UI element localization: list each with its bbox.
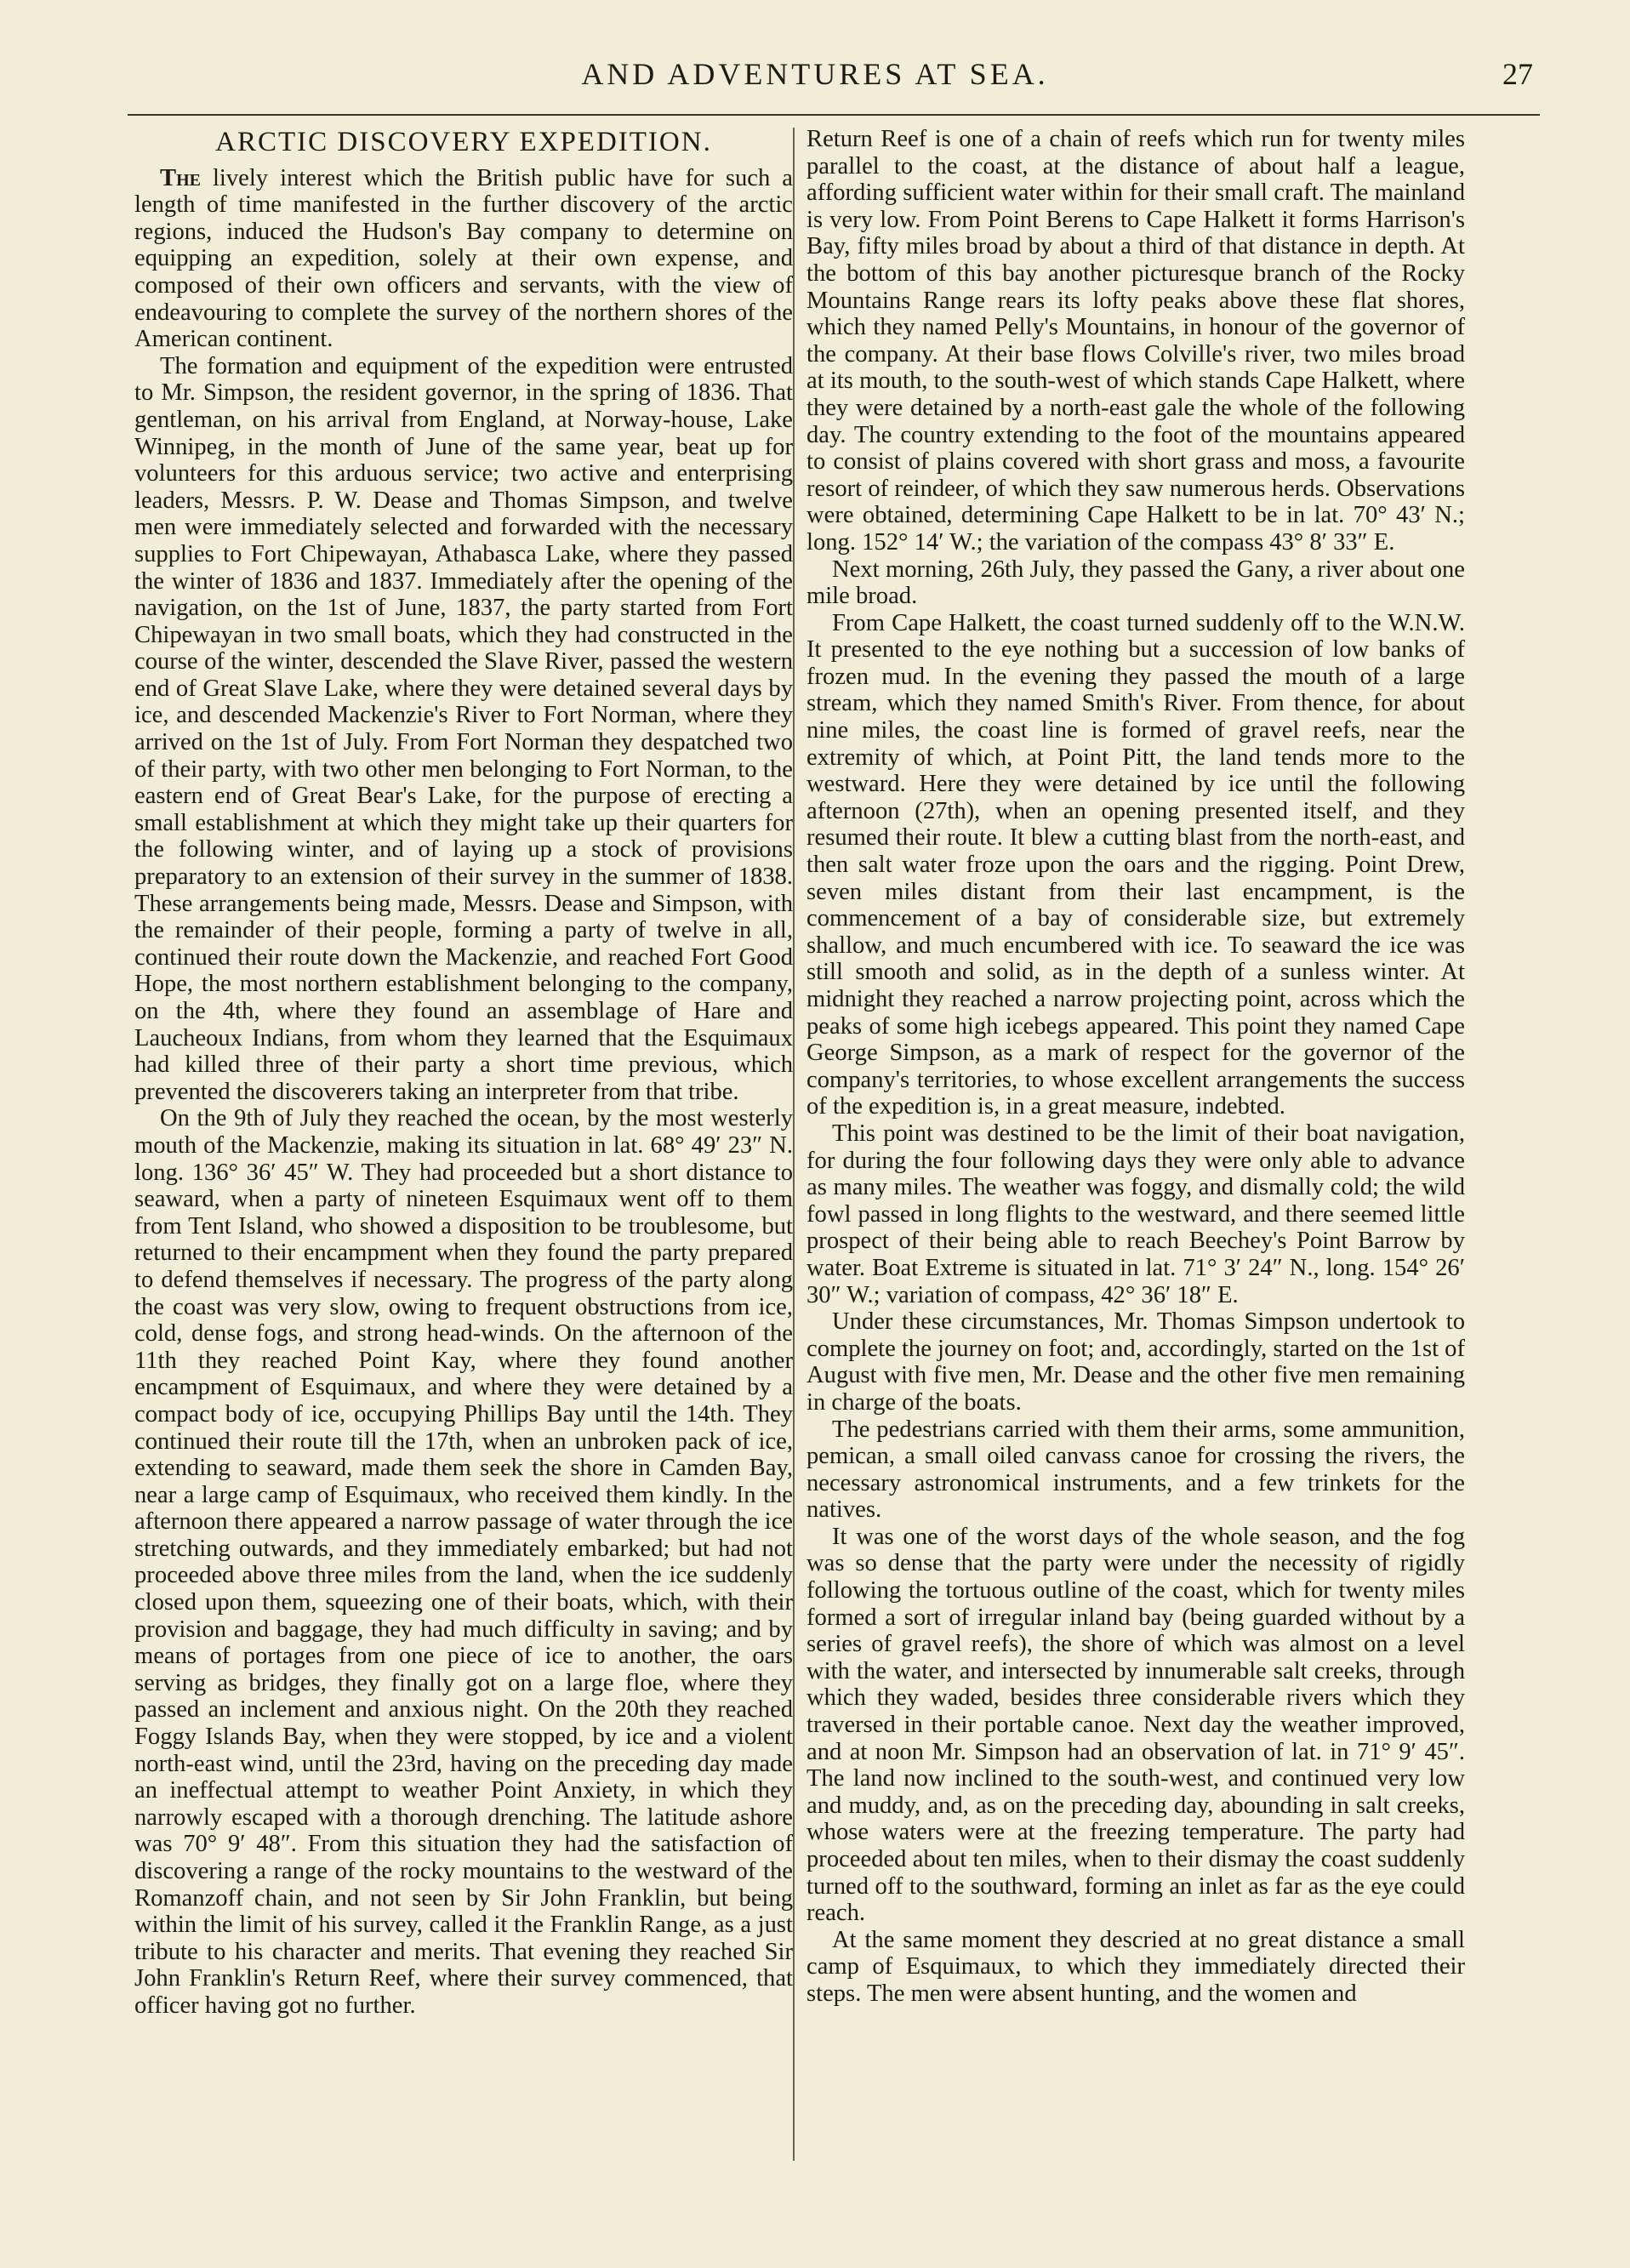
paragraph-text: lively interest which the British public have for such a length of time manifested in the further discovery of the arctic regions, induced the Hudson's Bay company to determine on equipping an expedition, solely at their own expense, and composed of their own officers and servants, with the view of endeavouring to complete the survey of the northern shores of the American continent.: [134, 164, 793, 353]
running-head: [0, 49, 1630, 100]
header-rule: [128, 114, 1540, 116]
paragraph: Return Reef is one of a chain of reefs which run for twenty miles parallel to the coast, at the distance of about half a league, affording sufficient water within for their small craft. The mainland is very low. From Point Berens to Cape Halkett it forms Harrison's Bay, fifty miles broad by about a third of that distance in depth. At the bottom of this bay another picturesque branch of the Rocky Mountains Range rears its lofty peaks above these flat shores, which they named Pelly's Mountains, in honour of the governor of the company. At their base flows Colville's river, two miles broad at its mouth, to the south-west of which stands Cape Halkett, where they were detained by a north-east gale the whole of the following day. The country extending to the foot of the mountains appeared to consist of plains covered with short grass and moss, a favourite resort of reindeer, of which they saw numerous herds. Observations were obtained, determining Cape Halkett to be in lat. 70° 43′ N.; long. 152° 14′ W.; the variation of the compass 43° 8′ 33″ E.: [806, 126, 1465, 556]
paragraph: On the 9th of July they reached the ocean, by the most westerly mouth of the Mackenzie, making its situation in lat. 68° 49′ 23″ N. long. 136° 36′ 45″ W. They had proceeded but a short distance to seaward, when a party of nineteen Esquimaux went off to them from Tent Island, who showed a disposition to be troublesome, but returned to their encampment when they found the party prepared to defend themselves if necessary. The progress of the party along the coast was very slow, owing to frequent obstructions from ice, cold, dense fogs, and strong head-winds. On the afternoon of the 11th they reached Point Kay, where they found another encampment of Esquimaux, and where they were detained by a compact body of ice, occupying Phillips Bay until the 14th. They continued their route till the 17th, when an unbroken pack of ice, extending to seaward, made them seek the shore in Camden Bay, near a large camp of Esquimaux, who received them kindly. In the afternoon there appeared a narrow passage of water through the ice stretching outwards, and they immediately embarked; but had not proceeded above three miles from the land, when the ice suddenly closed upon them, squeezing one of their boats, which, with their provision and baggage, they had much difficulty in saving; and by means of portages from one piece of ice to another, the oars serving as bridges, they finally got on a large floe, where they passed an inclement and anxious night. On the 20th they reached Foggy Islands Bay, when they were stopped, by ice and a violent north-east wind, until the 23rd, having on the preceding day made an ineffectual attempt to weather Point Anxiety, in which they narrowly escaped with a thorough drenching. The latitude ashore was 70° 9′ 48″. From this situation they had the satisfaction of discovering a range of the rocky mountains to the westward of the Romanzoff chain, and not seen by Sir John Franklin, but being within the limit of his survey, called it the Franklin Range, as a just tribute to his character and merits. That evening they reached Sir John Franklin's Return Reef, where their survey commenced, that officer having got no further.: [134, 1105, 793, 2019]
running-title: AND ADVENTURES AT SEA.: [581, 57, 1049, 91]
page-number: 27: [1502, 57, 1533, 91]
paragraph: The formation and equipment of the expedition were entrusted to Mr. Simpson, the resident governor, in the spring of 1836. That gentleman, on his arrival from England, at Norway-house, Lake Winnipeg, in the month of June of the same year, beat up for volunteers for this arduous service; two active and enterprising leaders, Messrs. P. W. Dease and Thomas Simpson, and twelve men were immediately selected and forwarded with the necessary supplies to Fort Chipewayan, Athabasca Lake, where they passed the winter of 1836 and 1837. Immediately after the opening of the navigation, on the 1st of June, 1837, the party started from Fort Chipewayan in two small boats, which they had constructed in the course of the winter, descended the Slave River, passed the western end of Great Slave Lake, where they were detained several days by ice, and descended Mackenzie's River to Fort Norman, where they arrived on the 1st of July. From Fort Norman they despatched two of their party, with two other men belonging to Fort Norman, to the eastern end of Great Bear's Lake, for the purpose of erecting a small establishment at which they might take up their quarters for the following winter, and of laying up a stock of provisions preparatory to an extension of their survey in the summer of 1838. These arrangements being made, Messrs. Dease and Simpson, with the remainder of their people, forming a party of twelve in all, continued their route down the Mackenzie, and reached Fort Good Hope, the most northern establishment belonging to the company, on the 4th, where they found an assemblage of Hare and Laucheoux Indians, from whom they learned that the Esquimaux had killed three of their party a short time previous, which prevented the discoverers taking an interpreter from that tribe.: [134, 352, 793, 1105]
paragraph: Next morning, 26th July, they passed the Gany, a river about one mile broad.: [806, 556, 1465, 610]
left-column: [134, 126, 793, 2168]
column-divider: [793, 128, 795, 2161]
right-column: [806, 126, 1465, 2168]
paragraph: It was one of the worst days of the whole season, and the fog was so dense that the party were under the necessity of rigidly following the tortuous outline of the coast, which for twenty miles formed a sort of irregular inland bay (being guarded without by a series of gravel reefs), the shore of which was almost on a level with the water, and intersected by innumerable salt creeks, through which they waded, besides three considerable rivers which they traversed in their portable canoe. Next day the weather improved, and at noon Mr. Simpson had an observation of lat. in 71° 9′ 45″. The land now inclined to the south-west, and continued very low and muddy, and, as on the preceding day, abounding in salt creeks, whose waters were at the freezing temperature. The party had proceeded about ten miles, when to their dismay the coast suddenly turned off to the southward, forming an inlet as far as the eye could reach.: [806, 1523, 1465, 1927]
paragraph: [134, 165, 793, 353]
paragraph: The pedestrians carried with them their arms, some ammunition, pemican, a small oiled canvass canoe for crossing the rivers, the necessary astronomical instruments, and a few trinkets for the natives.: [806, 1416, 1465, 1524]
paragraph: At the same moment they descried at no great distance a small camp of Esquimaux, to which they immediately directed their steps. The men were absent hunting, and the women and: [806, 1926, 1465, 2007]
article-title: ARCTIC DISCOVERY EXPEDITION.: [215, 127, 712, 157]
lead-word: The: [160, 164, 201, 191]
paragraph: Under these circumstances, Mr. Thomas Simpson undertook to complete the journey on foot; and, accordingly, started on the 1st of August with five men, Mr. Dease and the other five men remaining in charge of the boats.: [806, 1308, 1465, 1416]
paragraph: This point was destined to be the limit of their boat navigation, for during the four following days they were only able to advance as many miles. The weather was foggy, and dismally cold; the wild fowl passed in long flights to the westward, and there seemed little prospect of their being able to reach Beechey's Point Barrow by water. Boat Extreme is situated in lat. 71° 3′ 24″ N., long. 154° 26′ 30″ W.; variation of compass, 42° 36′ 18″ E.: [806, 1120, 1465, 1308]
paragraph: From Cape Halkett, the coast turned suddenly off to the W.N.W. It presented to the eye nothing but a succession of low banks of frozen mud. In the evening they passed the mouth of a large stream, which they named Smith's River. From thence, for about nine miles, the coast line is formed of gravel reefs, near the extremity of which, at Point Pitt, the land tends more to the westward. Here they were detained by ice until the following afternoon (27th), when an opening presented itself, and they resumed their route. It blew a cutting blast from the north-east, and then salt water froze upon the oars and the rigging. Point Drew, seven miles distant from their last encampment, is the commencement of a bay of considerable size, but extremely shallow, and much encumbered with ice. To seaward the ice was still smooth and solid, as in the depth of a sunless winter. At midnight they reached a narrow projecting point, across which the peaks of some high icebegs appeared. This point they named Cape George Simpson, as a mark of respect for the governor of the company's territories, to whose excellent arrangements the success of the expedition is, in a great measure, indebted.: [806, 609, 1465, 1120]
